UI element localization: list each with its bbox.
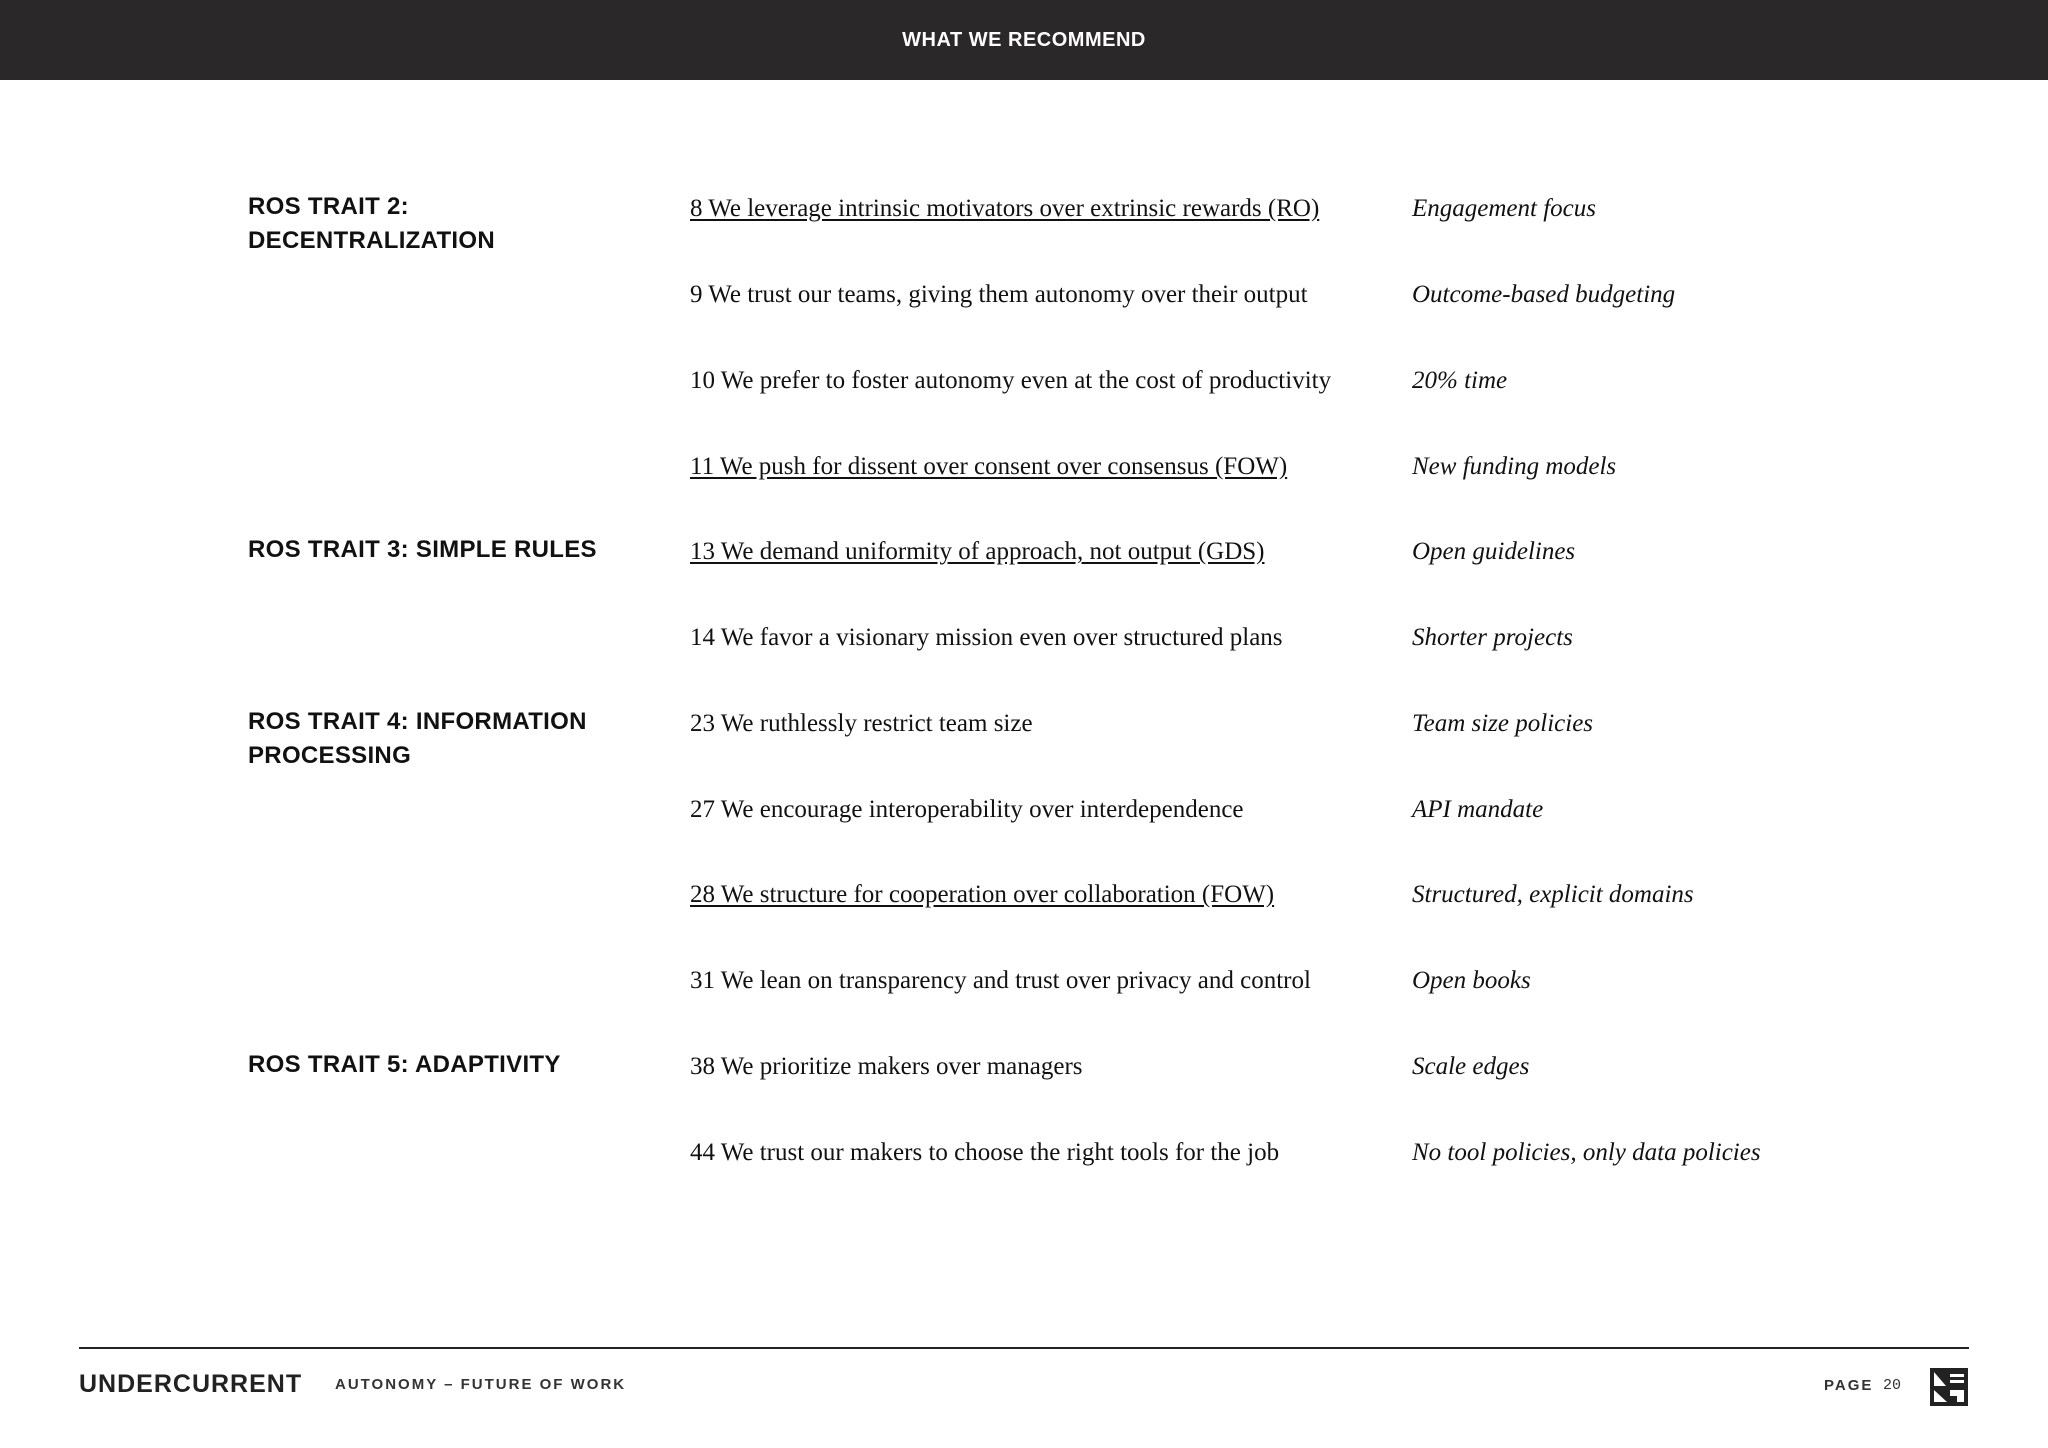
statement-text: 27 We encourage interoperability over interdependence xyxy=(690,796,1244,823)
statement-link[interactable]: 28 We structure for cooperation over collaboration (FOW) xyxy=(690,881,1275,908)
statement-text: 31 We lean on transparency and trust over privacy and control xyxy=(690,967,1311,994)
practice-label: Team size policies xyxy=(1412,710,1594,737)
document-subtitle: AUTONOMY – FUTURE OF WORK xyxy=(335,1376,627,1393)
page-label: PAGE xyxy=(1824,1377,1874,1394)
table-row xyxy=(0,709,2048,769)
footer-divider xyxy=(79,1347,1969,1349)
practice-label: Structured, explicit domains xyxy=(1412,881,1694,908)
statement-text: 9 We trust our teams, giving them autonomy over their output xyxy=(690,281,1308,308)
trait-heading: ROS TRAIT 3: SIMPLE RULES xyxy=(248,536,597,563)
trait-heading: ROS TRAIT 2: DECENTRALIZATION xyxy=(248,193,496,254)
practice-label: Outcome-based budgeting xyxy=(1412,281,1676,308)
statement-text: 38 We prioritize makers over managers xyxy=(690,1053,1083,1080)
table-row xyxy=(0,194,2048,254)
table-row xyxy=(0,966,2048,1026)
statement-text: 14 We favor a visionary mission even over structured plans xyxy=(690,624,1283,651)
practice-label: Open books xyxy=(1412,967,1531,994)
practice-label: API mandate xyxy=(1412,796,1544,823)
practice-label: New funding models xyxy=(1412,453,1617,480)
statement-text: 23 We ruthlessly restrict team size xyxy=(690,710,1033,737)
table-row xyxy=(0,880,2048,940)
page-number: 20 xyxy=(1883,1377,1902,1394)
table-row xyxy=(0,537,2048,597)
trait-heading: ROS TRAIT 4: INFORMATION PROCESSING xyxy=(248,708,587,769)
practice-label: Engagement focus xyxy=(1412,195,1596,222)
statement-text: 10 We prefer to foster autonomy even at the cost of productivity xyxy=(690,367,1332,394)
practice-label: No tool policies, only data policies xyxy=(1412,1139,1761,1166)
table-row xyxy=(0,280,2048,340)
table-row xyxy=(0,452,2048,512)
page-section-title: WHAT WE RECOMMEND xyxy=(902,28,1146,51)
undercurrent-logo-icon xyxy=(1930,1368,1968,1406)
brand-logotype: UNDERCURRENT xyxy=(79,1370,303,1398)
statement-link[interactable]: 8 We leverage intrinsic motivators over extrinsic rewards (RO) xyxy=(690,195,1320,222)
practice-label: Open guidelines xyxy=(1412,538,1576,565)
table-row xyxy=(0,366,2048,426)
table-row xyxy=(0,1052,2048,1112)
table-row xyxy=(0,1138,2048,1198)
trait-heading: ROS TRAIT 5: ADAPTIVITY xyxy=(248,1051,561,1078)
table-row xyxy=(0,623,2048,683)
practice-label: Scale edges xyxy=(1412,1053,1530,1080)
statement-link[interactable]: 13 We demand uniformity of approach, not output (GDS) xyxy=(690,538,1265,565)
practice-label: 20% time xyxy=(1412,367,1508,394)
statement-link[interactable]: 11 We push for dissent over consent over consensus (FOW) xyxy=(690,453,1288,480)
table-row xyxy=(0,795,2048,855)
practice-label: Shorter projects xyxy=(1412,624,1573,651)
statement-text: 44 We trust our makers to choose the right tools for the job xyxy=(690,1139,1280,1166)
